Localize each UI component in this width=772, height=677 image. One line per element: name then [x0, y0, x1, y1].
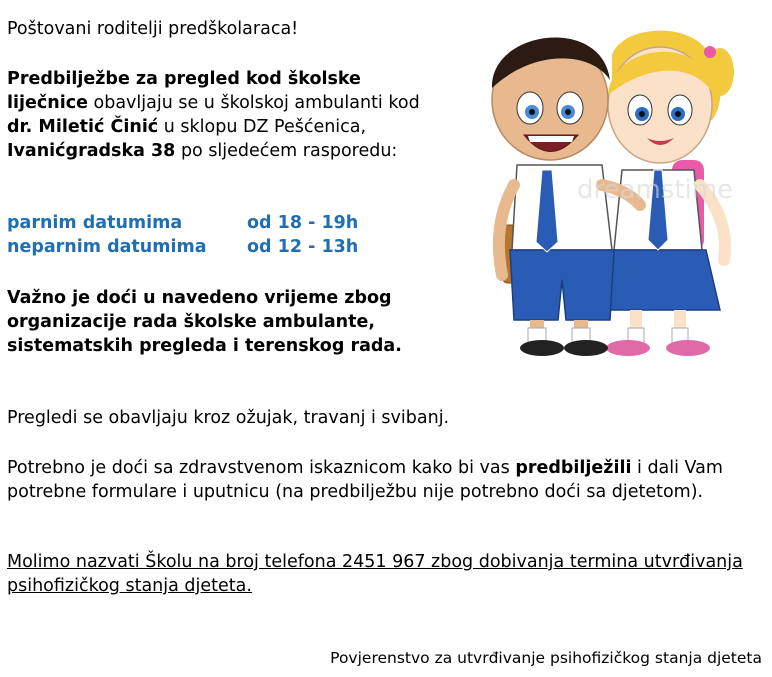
school-children-illustration — [462, 10, 762, 370]
boy-shorts — [510, 250, 614, 320]
documents-paragraph: Potrebno je doći sa zdravstvenom iskaznicom kako bi vas predbilježili i dali Vam potrebne formulare i uputnicu (na predbilježbu nije potrebno doći sa djetetom). — [7, 458, 723, 502]
girl-left-shoe — [606, 340, 650, 356]
greeting: Poštovani roditelji predškolaraca! — [7, 19, 299, 39]
boy-left-shoe — [520, 340, 564, 356]
footer-signature: Povjerenstvo za utvrđivanje psihofizičkog stanja djeteta — [330, 649, 762, 667]
schedule — [7, 211, 358, 259]
predbiljezili-bold: predbilježili — [515, 458, 632, 478]
schedule-row-even: parnim datumima od 18 - 19h — [7, 213, 359, 233]
address: Ivanićgradska 38 — [7, 141, 176, 161]
important-note: Važno je doći u navedeno vrijeme zbog organizacije rada školske ambulante, sistematskih pregleda i terenskog rada. — [7, 288, 402, 356]
watermark: dreamstime — [577, 175, 734, 205]
boy-right-shoe — [564, 340, 608, 356]
schedule-row-odd: neparnim datumima od 12 - 13h — [7, 237, 359, 257]
doctor-name: dr. Miletić Činić — [7, 117, 159, 137]
examination-months: Pregledi se obavljaju kroz ožujak, travanj i svibanj. — [7, 408, 450, 428]
girl-skirt — [602, 250, 720, 310]
girl-right-shoe — [666, 340, 710, 356]
hair-tie-icon — [704, 46, 716, 58]
registration-paragraph: Predbilježbe za pregled kod školske liječnice obavljaju se u školskoj ambulanti kod dr. Miletić Činić u sklopu DZ Pešćenica, Ivanićgradska 38 po sljedećem rasporedu: — [7, 69, 420, 161]
registration-heading: Predbilježbe za pregled kod školske liječnice — [7, 69, 361, 113]
call-notice: Molimo nazvati Školu na broj telefona 2451 967 zbog dobivanja termina utvrđivanja psihofizičkog stanja djeteta. — [7, 552, 743, 596]
